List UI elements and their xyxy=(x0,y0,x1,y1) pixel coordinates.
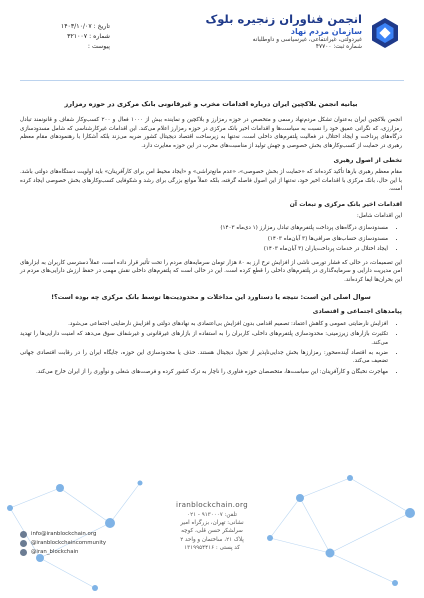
consequences-list xyxy=(20,320,402,376)
organization-name-block xyxy=(205,12,362,50)
registration-number: شماره ثبت: ۴۷۷۰۰ xyxy=(315,44,362,50)
postal-code: کد پستی : ۱۳۱۹۹۵۴۴۱۶ xyxy=(184,544,240,551)
address-line: پلاک ۲۱، ساختمان و واحد ۲ xyxy=(180,536,244,543)
number-value: ۳۲۱۰۰۷ xyxy=(67,33,88,40)
list-item: • مسدودسازی درگاه‌های پرداخت پلتفرم‌های تبادل رمزارز (۱ دی‌ماه ۱۴۰۳) xyxy=(20,224,388,232)
letter-meta xyxy=(20,22,110,52)
letterhead xyxy=(20,10,402,78)
actions-consequence-paragraph: این تصمیمات، در حالی که فشار تورمی ناشی از افزایش نرخ ارز به ۸۰ هزار تومان سرمایه‌های مردم را تحت تأثیر قرار داده است، عملاً دسترسی کاربران به ابزارهای امن مدیریت دارایی و سرمایه‌گذاری در پلتفرم‌های داخلی را قطع کرده است. این در حالی است که پلتفرم‌های داخلی نقش مهمی در حفظ ارزش دارایی‌های مردم در این بحران‌ها ایفا کرده‌اند. xyxy=(20,259,402,283)
list-item: • مهاجرت نخبگان و کارآفرینان: این سیاست‌ها، متخصصان حوزه فناوری را ناچار به ترک کشور کرده و فرصت‌های شغلی و نوآوری را از ایران خارج می‌کند. xyxy=(20,368,388,376)
list-item: • تکثیرت بازارهای زیرزمینی: محدودسازی پلتفرم‌های داخلی، کاربران را به استفاده از بازارهای غیرقانونی و غیرشفاف سوق می‌دهد که امنیت دارایی‌ها را تهدید می‌کند. xyxy=(20,330,388,347)
email-link[interactable]: info@iranblockchain.org xyxy=(31,531,97,537)
list-item: • ایجاد اختلال در خدمات پرداخت‌یاران (۳ آبان‌ماه ۱۴۰۳) xyxy=(20,245,388,253)
phone-number: تلفن: ۹۱۳۰۰۰۷ - ۰۲۱ xyxy=(187,512,237,518)
number-label: شماره : xyxy=(89,33,110,40)
number-row xyxy=(20,32,110,42)
email-row xyxy=(20,530,106,539)
list-item: • ضربه به اقتصاد آینده‌محور: رمزارزها بخش جدایی‌ناپذیر از تحول دیجیتال هستند. حذف یا محدودسازی این حوزه، جایگاه ایران را در رقابت اقتصادی جهانی تضعیف می‌کند. xyxy=(20,349,388,366)
email-icon xyxy=(20,531,27,538)
footer-contact xyxy=(150,500,274,552)
telegram-icon xyxy=(20,540,27,547)
organization-title: انجمن فناوران زنجیره بلوک xyxy=(205,12,362,26)
instagram-link[interactable]: @iran_blockchain xyxy=(31,549,79,555)
header-divider xyxy=(20,80,404,81)
organization-description: غیردولتی، غیرانتفاعی، غیرسیاسی و داوطلبانه xyxy=(252,37,362,43)
instagram-row xyxy=(20,548,106,557)
actions-list xyxy=(20,224,402,253)
address-line: سرلشکر حسن قلی، کوچه xyxy=(181,528,243,535)
date-row xyxy=(20,22,110,32)
list-item: • افزایش نارضایتی عمومی و کاهش اعتماد: تصمیم اقدامی بدون افزایش بی‌اعتمادی به نهادهای دولتی و افزایش نارضایتی اجتماعی می‌شود. xyxy=(20,320,388,328)
footer-address xyxy=(150,511,274,552)
letter-body xyxy=(20,100,402,381)
community-link[interactable]: @iranblockchaincommunity xyxy=(31,540,107,546)
statement-title: بیانیه انجمن بلاکچین ایران درباره اقدامات مخرب و غیرقانونی بانک مرکزی در حوزه رمزارز xyxy=(64,100,358,108)
website-link[interactable]: iranblockchain.org xyxy=(176,500,248,509)
organization-logo-icon xyxy=(368,16,402,50)
instagram-icon xyxy=(20,549,27,556)
attachment-row xyxy=(20,42,110,52)
community-row xyxy=(20,539,106,548)
organization-subtitle: سازمان مردم نهاد xyxy=(290,27,362,36)
social-links xyxy=(20,530,106,557)
date-value: ۱۴۰۳/۱۰/۰۷ xyxy=(60,23,92,30)
leadership-paragraph: مقام معظم رهبری بارها تأکید کرده‌اند که «حمایت از بخش خصوصی»، «عدم مانع‌تراشی» و «ایجاد محیط امن برای کارآفرینان» باید اولویت دستگاه‌های دولتی باشد. با این حال، بانک مرکزی با اقدامات اخیر خود، نه‌تنها از این اصول فاصله گرفته، بلکه عملاً موانع بزرگی برای رشد و شکوفایی کسب‌وکارهای بخش خصوصی ایجاد کرده است. xyxy=(20,169,402,193)
intro-paragraph: انجمن بلاکچین ایران به‌عنوان تشکل مردم‌نهاد رسمی و متخصص در حوزه رمزارز و بلاکچین و نماینده بیش از ۱۰۰۰ فعال و ۲۰۰ کسب‌وکار شفاف و قانونمند تبادل رمزارزی، که نگرانی عمیق خود را نسبت به سیاست‌ها و اقدامات اخیر بانک مرکزی در حوزه رمزارز اعلام می‌کند. این اقدامات غیرکارشناسی که شامل مسدودسازی درگاه‌های پرداخت و ایجاد اختلال در فعالیت پلتفرم‌های داخلی است، نه‌تنها به زیرساخت اقتصاد دیجیتال کشور ضربه می‌زند بلکه آشکارا با رهنمودهای مقام معظم رهبری در حمایت از کسب‌وکارهای بخش خصوصی و جهش تولید از مناسبت‌های مخرب در این حوزه مغایرت دارد. xyxy=(20,117,402,149)
address-line: نشانی: تهران، بزرگراه امیر xyxy=(180,520,244,527)
section-heading-actions: اقدامات اخیر بانک مرکزی و تبعات آن xyxy=(289,200,402,208)
list-item: • مسدودسازی حساب‌های صرافی‌ها (۳ آبان‌ماه ۱۴۰۳) xyxy=(20,235,388,243)
date-label: تاریخ : xyxy=(93,23,110,30)
actions-lead: این اقدامات شامل: xyxy=(356,213,402,220)
section-heading-leadership: تخطی از اصول رهبری xyxy=(333,157,402,165)
main-question: سوال اصلی این است: نتیجه یا دستاورد این مداخلات و محدودیت‌ها توسط بانک مرکزی چه بوده است؟! xyxy=(51,292,371,301)
attachment-label: پیوست : xyxy=(87,43,110,50)
section-heading-consequences: پیامدهای اجتماعی و اقتصادی xyxy=(312,308,402,316)
